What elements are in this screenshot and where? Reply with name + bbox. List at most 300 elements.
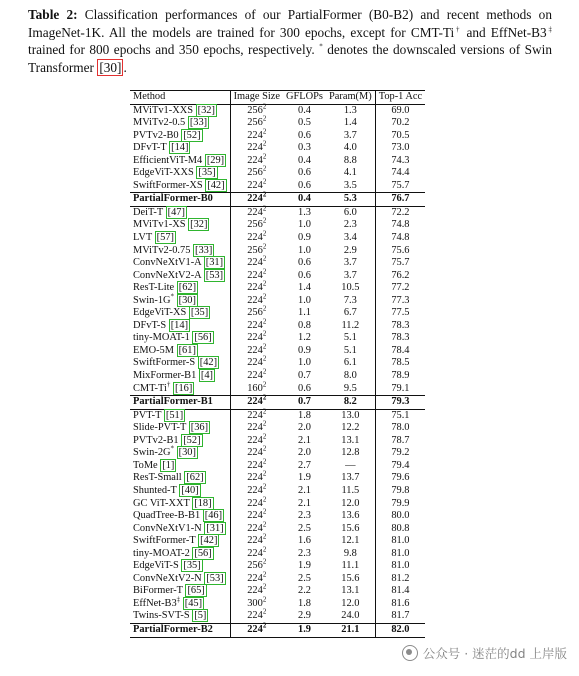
size-exponent: 2 bbox=[262, 317, 267, 326]
cell-image-size bbox=[230, 292, 283, 308]
cell-top1: 78.3 bbox=[391, 332, 410, 344]
citation-link[interactable]: [36] bbox=[190, 422, 209, 434]
cell-gflops: 0.5 bbox=[298, 117, 311, 129]
cell-method bbox=[130, 167, 230, 180]
cell-method bbox=[130, 320, 230, 333]
size-exponent: 2 bbox=[262, 127, 267, 136]
caption-text-3: trained for 800 epochs and 350 epochs, respectively. bbox=[28, 42, 320, 57]
citation-link[interactable]: [33] bbox=[189, 117, 208, 129]
table-row bbox=[130, 472, 425, 485]
cell-params: 8.2 bbox=[326, 396, 375, 410]
citation-link[interactable]: [4] bbox=[200, 370, 214, 382]
size-exponent: 2 bbox=[262, 393, 267, 402]
table-header-row bbox=[130, 91, 425, 105]
cell-params: — bbox=[326, 460, 375, 473]
size-value: 256 bbox=[247, 167, 263, 179]
cell-image-size bbox=[230, 357, 283, 370]
cell-top1: 81.7 bbox=[391, 610, 410, 622]
citation-link[interactable]: [42] bbox=[200, 535, 218, 547]
citation-link[interactable]: [35] bbox=[190, 307, 209, 319]
cell-top1: 82.0 bbox=[375, 623, 425, 637]
table-row bbox=[130, 460, 425, 473]
method-name: Shunted-T bbox=[133, 484, 177, 496]
cell-gflops: 2.9 bbox=[298, 610, 311, 622]
cell-gflops: 0.4 bbox=[298, 104, 311, 116]
citation-link[interactable]: [30] bbox=[178, 294, 196, 306]
cell-method bbox=[130, 104, 230, 117]
caption-text-4: denotes the downscaled versions of Swin Transformer bbox=[28, 42, 552, 75]
cell-gflops: 1.8 bbox=[298, 597, 311, 609]
method-mark: * bbox=[170, 444, 175, 453]
cell-params: 12.8 bbox=[326, 447, 375, 460]
size-exponent: 2 bbox=[262, 114, 267, 123]
cell-params: 5.1 bbox=[326, 332, 375, 345]
table-row-ours bbox=[130, 396, 425, 410]
size-exponent: 2 bbox=[262, 164, 267, 173]
cell-method bbox=[130, 357, 230, 370]
cell-gflops: 0.4 bbox=[283, 193, 326, 207]
cell-method bbox=[130, 460, 230, 473]
citation-link[interactable]: [46] bbox=[204, 510, 223, 522]
table-row bbox=[130, 510, 425, 523]
table-row bbox=[130, 307, 425, 320]
cell-gflops: 1.8 bbox=[298, 409, 311, 421]
method-name: Swin-1G bbox=[133, 294, 171, 306]
cell-params: 12.1 bbox=[326, 535, 375, 548]
cell-image-size bbox=[230, 409, 283, 422]
size-exponent: 2 bbox=[262, 152, 267, 161]
size-value: 224 bbox=[247, 535, 263, 547]
method-name: PVT-T bbox=[133, 409, 162, 421]
citation-link[interactable]: [45] bbox=[184, 597, 203, 609]
cell-params: 3.5 bbox=[326, 180, 375, 193]
cell-method: PartialFormer-B2 bbox=[130, 623, 230, 637]
size-exponent: 2 bbox=[262, 342, 267, 351]
citation-link[interactable]: [42] bbox=[207, 179, 225, 191]
cell-image-size bbox=[230, 545, 283, 561]
size-value: 224 bbox=[247, 572, 263, 584]
cell-params: 13.1 bbox=[326, 585, 375, 598]
method-name: SwiftFormer-S bbox=[133, 357, 196, 369]
method-name: Slide-PVT-T bbox=[133, 422, 187, 434]
table-row bbox=[130, 573, 425, 586]
cell-params: 13.7 bbox=[326, 472, 375, 485]
citation-link[interactable]: [61] bbox=[178, 344, 196, 356]
size-value: 224 bbox=[247, 510, 263, 522]
size-value: 224 bbox=[247, 357, 263, 369]
cell-top1: 78.9 bbox=[391, 370, 410, 382]
results-table-container bbox=[130, 90, 425, 638]
cell-image-size bbox=[230, 482, 283, 498]
citation-link[interactable]: [18] bbox=[194, 497, 212, 509]
size-value: 224 bbox=[247, 422, 263, 434]
cell-image-size bbox=[230, 557, 283, 573]
cell-top1: 77.5 bbox=[391, 307, 410, 319]
citation-link[interactable]: [14] bbox=[170, 319, 189, 331]
citation-link[interactable]: [32] bbox=[190, 219, 208, 231]
cell-top1: 80.0 bbox=[391, 510, 410, 522]
cell-params: 3.7 bbox=[326, 257, 375, 270]
size-value: 224 bbox=[247, 142, 263, 154]
method-name: DFvT-S bbox=[133, 319, 167, 331]
table-row bbox=[130, 409, 425, 422]
cell-top1: 81.0 bbox=[391, 547, 410, 559]
cell-top1: 76.2 bbox=[391, 269, 410, 281]
cell-top1: 81.0 bbox=[391, 560, 410, 572]
cell-gflops: 1.2 bbox=[298, 332, 311, 344]
cell-params: 9.5 bbox=[326, 383, 375, 396]
cell-gflops: 0.8 bbox=[298, 319, 311, 331]
cell-gflops: 1.0 bbox=[298, 294, 311, 306]
table-row bbox=[130, 370, 425, 383]
cell-gflops: 2.5 bbox=[298, 522, 311, 534]
cell-top1: 78.4 bbox=[391, 344, 410, 356]
size-exponent: 2 bbox=[262, 432, 267, 441]
cell-method bbox=[130, 282, 230, 295]
citation-link[interactable]: [31] bbox=[206, 522, 224, 534]
cell-top1: 72.2 bbox=[391, 206, 410, 218]
cell-top1: 79.8 bbox=[391, 484, 410, 496]
cell-gflops: 0.7 bbox=[283, 396, 326, 410]
cell-top1: 79.6 bbox=[391, 472, 410, 484]
cell-image-size bbox=[230, 507, 283, 523]
size-exponent: 2 bbox=[262, 532, 267, 541]
citation-link[interactable]: [57] bbox=[156, 232, 174, 244]
cell-top1: 78.3 bbox=[391, 319, 410, 331]
cell-params: 6.1 bbox=[326, 357, 375, 370]
cell-method bbox=[130, 142, 230, 155]
cell-gflops: 0.3 bbox=[298, 142, 311, 154]
size-value: 224 bbox=[247, 319, 263, 331]
size-exponent: 2 bbox=[262, 190, 267, 199]
method-name: Twins-SVT-S bbox=[133, 610, 190, 622]
size-value: 224 bbox=[247, 585, 263, 597]
table-row bbox=[130, 270, 425, 283]
size-exponent: 2 bbox=[262, 292, 267, 301]
cell-image-size bbox=[230, 432, 283, 448]
size-value: 256 bbox=[247, 560, 263, 572]
table-row bbox=[130, 232, 425, 245]
table-row bbox=[130, 535, 425, 548]
citation-link[interactable]: [1] bbox=[162, 459, 175, 471]
table-row bbox=[130, 585, 425, 598]
cell-params: 13.1 bbox=[326, 435, 375, 448]
citation-link[interactable]: [47] bbox=[167, 206, 185, 218]
cell-params: 9.8 bbox=[326, 548, 375, 561]
table-row bbox=[130, 257, 425, 270]
table-row bbox=[130, 180, 425, 193]
cell-gflops: 1.9 bbox=[298, 472, 311, 484]
cell-image-size bbox=[230, 570, 283, 586]
citation-link[interactable]: [35] bbox=[183, 560, 201, 572]
cell-method bbox=[130, 444, 230, 460]
size-value: 256 bbox=[247, 104, 263, 116]
cell-gflops: 0.6 bbox=[298, 129, 311, 141]
method-mark: † bbox=[166, 380, 171, 389]
cell-top1: 79.3 bbox=[375, 396, 425, 410]
watermark bbox=[402, 644, 567, 662]
table-row bbox=[130, 295, 425, 308]
cell-image-size bbox=[230, 279, 283, 295]
header-params: Param(M) bbox=[326, 91, 375, 105]
size-value: 224 bbox=[247, 447, 263, 459]
cell-image-size bbox=[230, 190, 283, 207]
cell-method bbox=[130, 292, 230, 308]
cell-params: 11.5 bbox=[326, 485, 375, 498]
size-exponent: 2 bbox=[262, 217, 267, 225]
cell-top1: 74.8 bbox=[391, 232, 410, 244]
cell-method bbox=[130, 422, 230, 435]
cell-params: 12.0 bbox=[326, 598, 375, 611]
cell-gflops: 1.9 bbox=[298, 560, 311, 572]
cell-params: 11.1 bbox=[326, 560, 375, 573]
size-exponent: 2 bbox=[262, 229, 267, 238]
table-row bbox=[130, 345, 425, 358]
method-name: MViTv1-XXS bbox=[133, 104, 193, 116]
size-exponent: 2 bbox=[262, 254, 267, 263]
citation-link[interactable]: [30] bbox=[178, 447, 196, 459]
cell-params: 8.8 bbox=[326, 155, 375, 168]
cell-image-size bbox=[230, 380, 283, 396]
citation-link[interactable]: [32] bbox=[197, 104, 215, 116]
table-label: Table 2: bbox=[28, 7, 78, 22]
cell-top1: 81.4 bbox=[391, 585, 410, 597]
cell-image-size bbox=[230, 595, 283, 611]
method-name: MViTv1-XS bbox=[133, 219, 186, 231]
cell-top1: 69.0 bbox=[391, 104, 410, 116]
cell-top1: 74.4 bbox=[391, 167, 410, 179]
cell-image-size bbox=[230, 582, 283, 598]
cell-image-size bbox=[230, 242, 283, 258]
cell-gflops: 1.4 bbox=[298, 282, 311, 294]
method-name: PVTv2-B0 bbox=[133, 129, 179, 141]
size-exponent: 2 bbox=[262, 279, 267, 288]
citation-link[interactable]: [14] bbox=[171, 142, 189, 154]
cell-gflops: 2.3 bbox=[298, 510, 311, 522]
citation-link[interactable]: [52] bbox=[183, 129, 201, 141]
size-value: 300 bbox=[247, 597, 263, 609]
size-exponent: 2 bbox=[262, 495, 267, 504]
size-exponent: 2 bbox=[262, 482, 267, 491]
cell-top1: 79.1 bbox=[391, 382, 410, 394]
cell-image-size bbox=[230, 329, 283, 345]
table-row bbox=[130, 548, 425, 561]
size-value: 224 bbox=[247, 459, 263, 471]
citation-link[interactable]: [52] bbox=[183, 434, 201, 446]
size-exponent: 2 bbox=[262, 557, 267, 566]
size-exponent: 2 bbox=[262, 304, 267, 313]
size-exponent: 2 bbox=[262, 582, 267, 591]
cell-method bbox=[130, 180, 230, 193]
header-method: Method bbox=[130, 91, 230, 105]
cell-top1: 79.4 bbox=[391, 459, 410, 471]
citation-link[interactable]: [56] bbox=[194, 547, 212, 559]
citation-link[interactable]: [62] bbox=[186, 472, 204, 484]
method-name: PVTv2-B1 bbox=[133, 434, 179, 446]
citation-link[interactable]: [65] bbox=[187, 585, 205, 597]
cell-params: 24.0 bbox=[326, 610, 375, 623]
cell-image-size bbox=[230, 139, 283, 155]
method-name: BiFormer-T bbox=[133, 585, 183, 597]
cell-top1: 80.8 bbox=[391, 522, 410, 534]
size-exponent: 2 bbox=[262, 102, 267, 111]
cell-gflops: 0.6 bbox=[298, 167, 311, 179]
cell-top1: 74.8 bbox=[391, 219, 410, 231]
size-exponent: 2 bbox=[262, 607, 267, 616]
cell-image-size bbox=[230, 520, 283, 536]
citation-link[interactable]: [16] bbox=[175, 382, 193, 394]
size-exponent: 2 bbox=[262, 380, 267, 389]
cell-method bbox=[130, 380, 230, 396]
method-name: SwiftFormer-XS bbox=[133, 179, 203, 191]
size-exponent: 2 bbox=[262, 242, 267, 251]
size-value: 224 bbox=[247, 396, 263, 408]
cell-top1: 77.2 bbox=[391, 282, 410, 294]
method-name: ConvNeXtV1-A bbox=[133, 257, 202, 269]
cell-method bbox=[130, 510, 230, 523]
citation-link[interactable]: [62] bbox=[178, 282, 197, 294]
citation-link[interactable]: [51] bbox=[165, 409, 184, 421]
method-name: EffNet-B3 bbox=[133, 597, 177, 609]
method-name: MViTv2-0.5 bbox=[133, 117, 186, 129]
cell-gflops: 2.0 bbox=[298, 447, 311, 459]
table-row bbox=[130, 422, 425, 435]
cell-gflops: 2.7 bbox=[298, 459, 311, 471]
cell-params: 6.7 bbox=[326, 307, 375, 320]
method-mark: * bbox=[170, 292, 175, 301]
size-exponent: 2 bbox=[262, 469, 267, 478]
cell-image-size bbox=[230, 104, 283, 117]
cell-image-size bbox=[230, 342, 283, 358]
cell-method bbox=[130, 535, 230, 548]
table-row bbox=[130, 610, 425, 623]
cell-method bbox=[130, 232, 230, 245]
method-name: ConvNeXtV2-A bbox=[133, 269, 202, 281]
citation-link[interactable]: [33] bbox=[195, 244, 213, 256]
citation-link[interactable]: [29] bbox=[206, 154, 225, 166]
cell-top1: 79.9 bbox=[391, 497, 410, 509]
wechat-icon bbox=[402, 645, 418, 661]
cell-image-size bbox=[230, 254, 283, 270]
citation-link[interactable]: [42] bbox=[199, 357, 218, 369]
cell-method bbox=[130, 219, 230, 232]
cell-params: 1.4 bbox=[326, 117, 375, 130]
size-value: 224 bbox=[247, 232, 263, 244]
table-row bbox=[130, 332, 425, 345]
citation-link[interactable]: [35] bbox=[198, 167, 216, 179]
size-value: 224 bbox=[247, 332, 263, 344]
cell-image-size bbox=[230, 152, 283, 168]
size-value: 224 bbox=[247, 434, 263, 446]
cell-top1: 75.7 bbox=[391, 257, 410, 269]
size-exponent: 2 bbox=[262, 177, 267, 186]
table-row bbox=[130, 117, 425, 130]
cell-gflops: 1.9 bbox=[283, 623, 326, 637]
cell-gflops: 1.3 bbox=[298, 206, 311, 218]
cell-image-size bbox=[230, 219, 283, 232]
cell-image-size bbox=[230, 177, 283, 193]
cell-top1: 73.0 bbox=[391, 142, 410, 154]
method-name: MViTv2-0.75 bbox=[133, 244, 191, 256]
size-value: 256 bbox=[247, 117, 263, 129]
cell-params: 4.0 bbox=[326, 142, 375, 155]
method-name: tiny-MOAT-1 bbox=[133, 332, 190, 344]
cell-top1: 78.0 bbox=[391, 422, 410, 434]
size-value: 224 bbox=[247, 623, 263, 635]
method-name: EdgeViT-S bbox=[133, 560, 179, 572]
size-exponent: 2 bbox=[262, 204, 267, 213]
table-row bbox=[130, 357, 425, 370]
cell-gflops: 1.6 bbox=[298, 535, 311, 547]
cell-gflops: 2.3 bbox=[298, 547, 311, 559]
cell-gflops: 0.6 bbox=[298, 269, 311, 281]
cell-top1: 77.3 bbox=[391, 294, 410, 306]
table-row bbox=[130, 142, 425, 155]
table-row bbox=[130, 485, 425, 498]
size-value: 224 bbox=[247, 547, 263, 559]
table-row bbox=[130, 206, 425, 219]
cell-gflops: 2.0 bbox=[298, 422, 311, 434]
citation-link[interactable]: [5] bbox=[194, 610, 207, 622]
method-name: EMO-5M bbox=[133, 344, 174, 356]
cell-method bbox=[130, 595, 230, 611]
citation-link[interactable]: [53] bbox=[205, 269, 224, 281]
method-name: ConvNeXtV2-N bbox=[133, 572, 202, 584]
citation-link[interactable]: [56] bbox=[194, 332, 212, 344]
cell-image-size bbox=[230, 495, 283, 511]
header-gflops: GFLOPs bbox=[283, 91, 326, 105]
size-value: 224 bbox=[247, 179, 263, 191]
cell-params: 3.7 bbox=[326, 270, 375, 283]
cell-top1: 75.1 bbox=[391, 409, 410, 421]
cell-params: 15.6 bbox=[326, 573, 375, 586]
size-exponent: 2 bbox=[262, 507, 267, 516]
size-value: 224 bbox=[247, 522, 263, 534]
asterisk-mark: * bbox=[319, 42, 323, 51]
cell-image-size bbox=[230, 469, 283, 485]
cell-gflops: 1.1 bbox=[298, 307, 311, 319]
cell-top1: 76.7 bbox=[375, 193, 425, 207]
cell-image-size bbox=[230, 367, 283, 383]
caption-ref-link[interactable]: [30] bbox=[99, 59, 122, 75]
cell-method bbox=[130, 560, 230, 573]
cell-image-size bbox=[230, 206, 283, 219]
table-row bbox=[130, 155, 425, 168]
method-name: EfficientViT-M4 bbox=[133, 154, 203, 166]
cell-gflops: 2.1 bbox=[298, 434, 311, 446]
size-exponent: 2 bbox=[262, 595, 267, 604]
size-value: 256 bbox=[247, 219, 263, 231]
method-name: tiny-MOAT-2 bbox=[133, 547, 190, 559]
table-row bbox=[130, 167, 425, 180]
watermark-text: 公众号 · 迷茫的dd 上岸版 bbox=[422, 646, 567, 661]
citation-link[interactable]: [31] bbox=[205, 257, 224, 269]
method-name: SwiftFormer-T bbox=[133, 535, 196, 547]
size-value: 224 bbox=[247, 269, 263, 281]
cell-top1: 81.6 bbox=[391, 597, 410, 609]
cell-method bbox=[130, 573, 230, 586]
citation-link[interactable]: [53] bbox=[206, 572, 224, 584]
cell-params: 10.5 bbox=[326, 282, 375, 295]
method-name: EdgeViT-XXS bbox=[133, 167, 194, 179]
method-name: EdgeViT-XS bbox=[133, 307, 187, 319]
cell-gflops: 2.2 bbox=[298, 585, 311, 597]
caption-text-5: . bbox=[123, 59, 127, 75]
size-exponent: 2 bbox=[262, 419, 267, 428]
size-exponent: 2 bbox=[262, 329, 267, 338]
citation-link[interactable]: [40] bbox=[181, 484, 199, 496]
cell-image-size bbox=[230, 229, 283, 245]
